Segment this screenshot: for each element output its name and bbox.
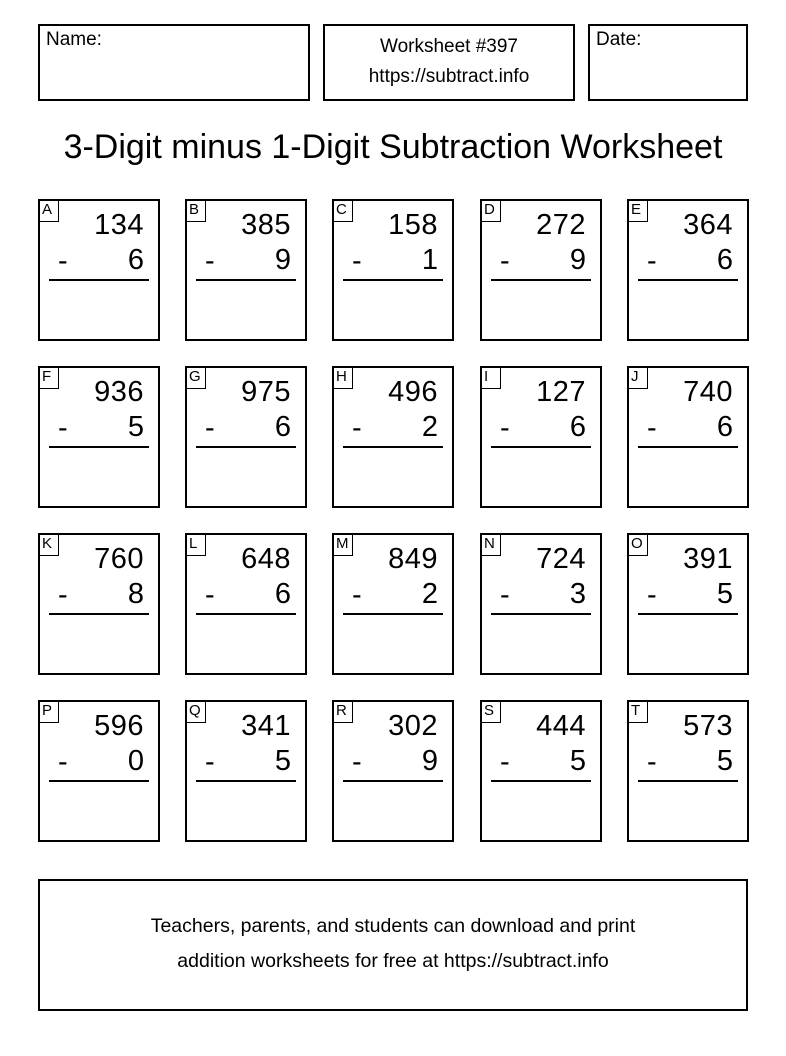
problem-letter: P [38, 700, 59, 723]
problem-letter: S [480, 700, 501, 723]
minuend: 740 [683, 376, 733, 408]
answer-line [49, 613, 149, 615]
minus-sign: - [647, 412, 657, 444]
subtrahend: 6 [569, 411, 586, 443]
footer-line-1: Teachers, parents, and students can download and print [150, 915, 636, 937]
minus-sign: - [352, 579, 362, 611]
subtrahend: 9 [421, 745, 438, 777]
answer-line [196, 446, 296, 448]
minus-sign: - [205, 746, 215, 778]
problem-letter: D [480, 199, 501, 222]
minus-sign: - [500, 245, 510, 277]
minuend: 496 [388, 376, 438, 408]
problem-card[interactable] [185, 366, 307, 508]
worksheet-url: https://subtract.info [368, 66, 530, 87]
minus-sign: - [500, 746, 510, 778]
subtrahend: 2 [421, 411, 438, 443]
minuend: 385 [241, 209, 291, 241]
subtrahend: 5 [127, 411, 144, 443]
problem-letter: R [332, 700, 353, 723]
minus-sign: - [500, 579, 510, 611]
minus-sign: - [58, 412, 68, 444]
problem-letter: M [332, 533, 353, 556]
answer-line [491, 780, 591, 782]
minus-sign: - [647, 245, 657, 277]
problem-card[interactable] [627, 533, 749, 675]
subtrahend: 9 [569, 244, 586, 276]
answer-line [638, 446, 738, 448]
problem-letter: J [627, 366, 648, 389]
answer-line [638, 613, 738, 615]
problem-card[interactable] [332, 199, 454, 341]
subtrahend: 1 [421, 244, 438, 276]
footer-line-2: addition worksheets for free at https://subtract.info [177, 950, 609, 972]
subtrahend: 2 [421, 578, 438, 610]
subtrahend: 6 [127, 244, 144, 276]
subtrahend: 3 [569, 578, 586, 610]
answer-line [196, 780, 296, 782]
problem-letter: Q [185, 700, 206, 723]
subtrahend: 6 [274, 411, 291, 443]
problem-card[interactable] [185, 700, 307, 842]
minus-sign: - [352, 412, 362, 444]
subtrahend: 8 [127, 578, 144, 610]
problem-letter: H [332, 366, 353, 389]
answer-line [491, 446, 591, 448]
minuend: 760 [94, 543, 144, 575]
problem-letter: N [480, 533, 501, 556]
problem-letter: A [38, 199, 59, 222]
problem-letter: K [38, 533, 59, 556]
problem-card[interactable] [627, 700, 749, 842]
name-label: Name: [46, 29, 102, 50]
answer-line [196, 613, 296, 615]
minuend: 158 [388, 209, 438, 241]
minuend: 134 [94, 209, 144, 241]
minuend: 596 [94, 710, 144, 742]
answer-line [196, 279, 296, 281]
minuend: 302 [388, 710, 438, 742]
minus-sign: - [205, 579, 215, 611]
problem-card[interactable] [332, 700, 454, 842]
subtrahend: 0 [127, 745, 144, 777]
minuend: 272 [536, 209, 586, 241]
subtrahend: 5 [716, 578, 733, 610]
answer-line [343, 446, 443, 448]
answer-line [491, 279, 591, 281]
minus-sign: - [58, 746, 68, 778]
minuend: 364 [683, 209, 733, 241]
name-field-box[interactable] [38, 24, 310, 101]
answer-line [49, 446, 149, 448]
minuend: 724 [536, 543, 586, 575]
minus-sign: - [500, 412, 510, 444]
answer-line [638, 279, 738, 281]
minuend: 648 [241, 543, 291, 575]
minuend: 849 [388, 543, 438, 575]
minus-sign: - [205, 245, 215, 277]
problem-letter: B [185, 199, 206, 222]
subtrahend: 9 [274, 244, 291, 276]
answer-line [638, 780, 738, 782]
problem-card[interactable] [185, 533, 307, 675]
worksheet-number: Worksheet #397 [379, 36, 518, 57]
minus-sign: - [647, 579, 657, 611]
problem-letter: F [38, 366, 59, 389]
minuend: 975 [241, 376, 291, 408]
date-label: Date: [596, 29, 642, 50]
problem-letter: C [332, 199, 353, 222]
problem-card[interactable] [627, 199, 749, 341]
answer-line [343, 279, 443, 281]
subtrahend: 6 [716, 244, 733, 276]
answer-line [491, 613, 591, 615]
problem-letter: G [185, 366, 206, 389]
answer-line [343, 613, 443, 615]
page-title: 3-Digit minus 1-Digit Subtraction Worksheet [63, 128, 723, 166]
minus-sign: - [352, 746, 362, 778]
minuend: 391 [683, 543, 733, 575]
subtrahend: 5 [569, 745, 586, 777]
worksheet-id-box [323, 24, 575, 101]
answer-line [49, 780, 149, 782]
minuend: 573 [683, 710, 733, 742]
problem-card[interactable] [627, 366, 749, 508]
problem-card[interactable] [480, 700, 602, 842]
problem-card[interactable] [332, 366, 454, 508]
problem-letter: T [627, 700, 648, 723]
problem-card[interactable] [332, 533, 454, 675]
answer-line [343, 780, 443, 782]
problem-card[interactable] [480, 366, 602, 508]
problem-card[interactable] [38, 199, 160, 341]
minuend: 444 [536, 710, 586, 742]
minuend: 936 [94, 376, 144, 408]
minuend: 341 [241, 710, 291, 742]
subtrahend: 5 [716, 745, 733, 777]
minus-sign: - [205, 412, 215, 444]
minuend: 127 [536, 376, 586, 408]
minus-sign: - [58, 245, 68, 277]
date-field-box[interactable] [588, 24, 748, 101]
problem-card[interactable] [38, 700, 160, 842]
minus-sign: - [352, 245, 362, 277]
problem-letter: O [627, 533, 648, 556]
minus-sign: - [58, 579, 68, 611]
minus-sign: - [647, 746, 657, 778]
problem-card[interactable] [480, 199, 602, 341]
footer-box [38, 879, 748, 1011]
problem-letter: I [480, 366, 501, 389]
subtrahend: 5 [274, 745, 291, 777]
problem-card[interactable] [38, 366, 160, 508]
problem-card[interactable] [38, 533, 160, 675]
subtrahend: 6 [274, 578, 291, 610]
answer-line [49, 279, 149, 281]
problem-card[interactable] [480, 533, 602, 675]
subtrahend: 6 [716, 411, 733, 443]
problem-letter: E [627, 199, 648, 222]
problem-card[interactable] [185, 199, 307, 341]
problem-letter: L [185, 533, 206, 556]
